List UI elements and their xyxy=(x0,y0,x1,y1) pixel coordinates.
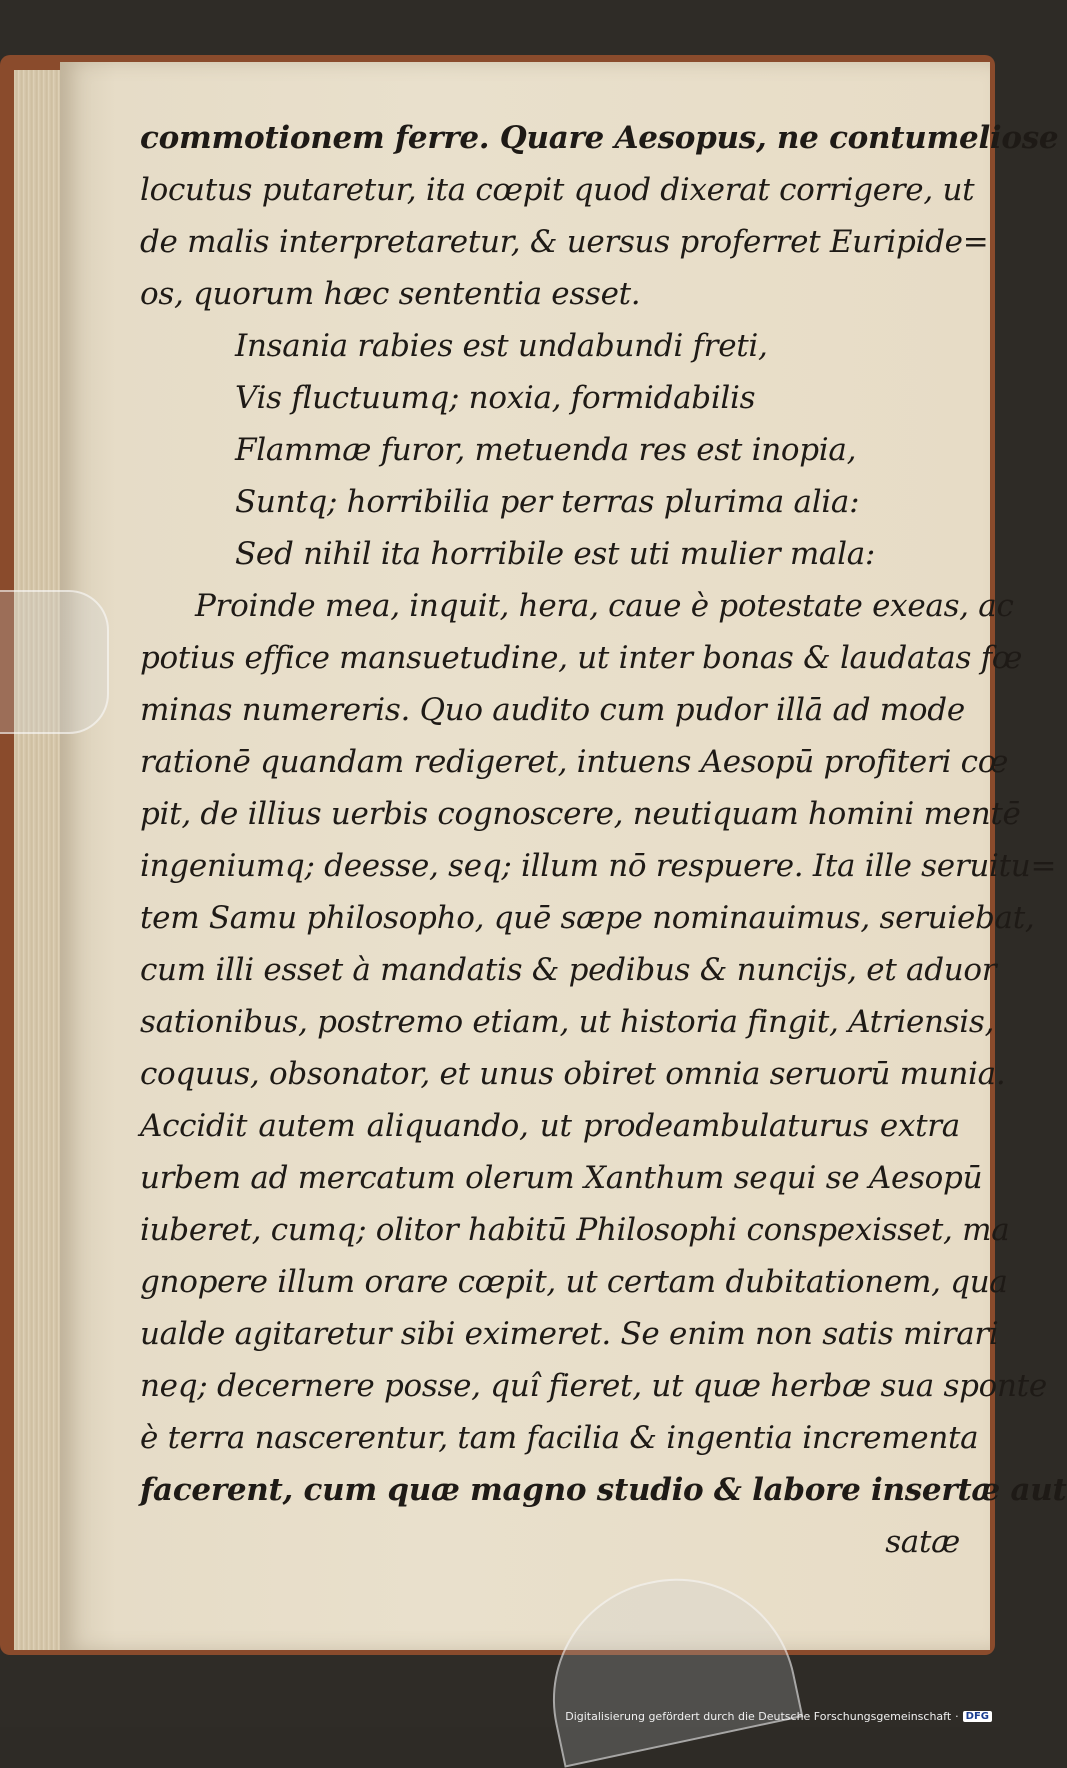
catchword: satæ xyxy=(885,1524,960,1560)
verse-line: Flammæ furor, metuenda res est inopia, xyxy=(235,432,857,468)
text-line: neq; decernere posse, quî fieret, ut quæ herbæ sua sponte xyxy=(140,1368,1047,1404)
text-line: locutus putaretur, ita cœpit quod dixerat corrigere, ut xyxy=(140,172,975,208)
dfg-logo: DFG xyxy=(963,1711,992,1722)
text-line: de malis interpretaretur, & uersus proferret Euripide= xyxy=(140,224,989,260)
text-line: urbem ad mercatum olerum Xanthum sequi se Aesopū xyxy=(140,1160,983,1196)
text-line: è terra nascerentur, tam facilia & ingentia incrementa xyxy=(140,1420,979,1456)
credit-text: Digitalisierung gefördert durch die Deutsche Forschungsgemeinschaft xyxy=(565,1710,952,1723)
text-line: potius effice mansuetudine, ut inter bonas & laudatas fœ xyxy=(140,640,1023,676)
text-line: ingeniumq; deesse, seq; illum nō respuere. Ita ille seruitu= xyxy=(140,848,1057,884)
verse-line: Vis fluctuumq; noxia, formidabilis xyxy=(235,380,756,416)
verse-line: Insania rabies est undabundi freti, xyxy=(235,328,768,364)
text-line: Accidit autem aliquando, ut prodeambulaturus extra xyxy=(140,1108,960,1144)
text-line: pit, de illius uerbis cognoscere, neutiquam homini mentē xyxy=(140,796,1021,832)
text-line: commotionem ferre. Quare Aesopus, ne contumeliose xyxy=(140,120,1059,156)
text-line: facerent, cum quæ magno studio & labore insertæ aut xyxy=(140,1472,1067,1508)
glass-clip-left xyxy=(0,590,109,734)
text-line: rationē quandam redigeret, intuens Aesopū profiteri cœ xyxy=(140,744,1009,780)
text-line: gnopere illum orare cœpit, ut certam dubitationem, qua xyxy=(140,1264,1008,1300)
text-line: Proinde mea, inquit, hera, caue è potestate exeas, ac xyxy=(195,588,1014,624)
text-line: coquus, obsonator, et unus obiret omnia seruorū munia. xyxy=(140,1056,1006,1092)
text-line: sationibus, postremo etiam, ut historia fingit, Atriensis, xyxy=(140,1004,995,1040)
text-line: os, quorum hæc sententia esset. xyxy=(140,276,641,312)
text-line: iuberet, cumq; olitor habitū Philosophi conspexisset, ma xyxy=(140,1212,1010,1248)
text-line: ualde agitaretur sibi eximeret. Se enim non satis mirari xyxy=(140,1316,999,1352)
text-line: tem Samu philosopho, quē sæpe nominauimus, seruiebat, xyxy=(140,900,1035,936)
text-line: minas numereris. Quo audito cum pudor illā ad mode xyxy=(140,692,965,728)
page-text xyxy=(140,112,1067,1568)
text-line: cum illi esset à mandatis & pedibus & nuncijs, et aduor xyxy=(140,952,997,988)
digitization-credit: Digitalisierung gefördert durch die Deutsche Forschungsgemeinschaft · DFG xyxy=(565,1710,992,1723)
verse-line: Suntq; horribilia per terras plurima alia: xyxy=(235,484,860,520)
verse-line: Sed nihil ita horribile est uti mulier mala: xyxy=(235,536,876,572)
